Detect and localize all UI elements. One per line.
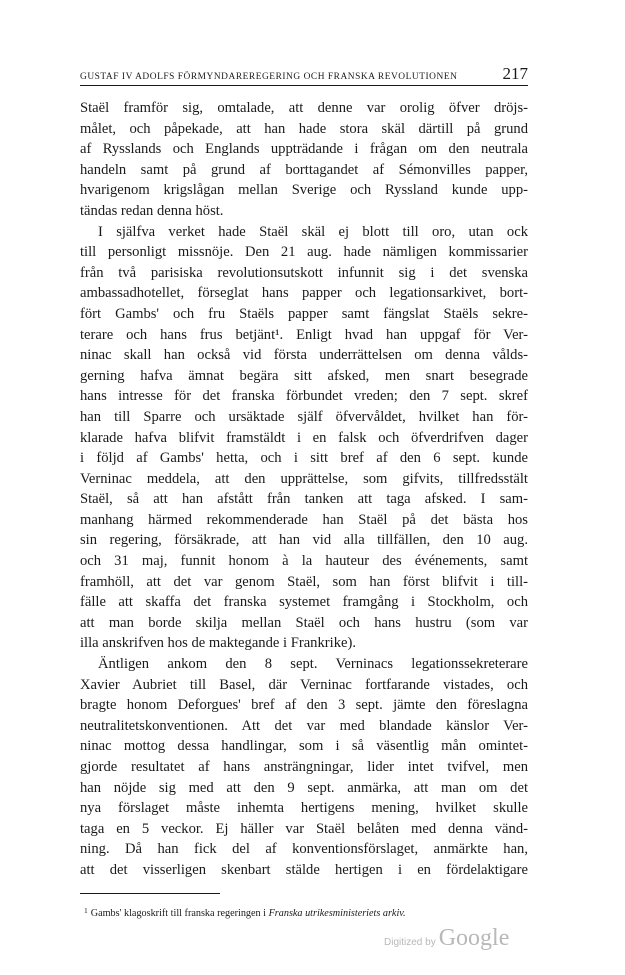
google-logo: Google [438, 925, 510, 951]
text-line: illa anskrifven hos de maktegande i Frankrike). [80, 635, 356, 652]
text-line: terare och hans frus betjänt¹. Enligt hvad han uppgaf för Ver- [80, 326, 528, 343]
text-line: Xavier Aubriet till Basel, där Verninac fortfarande vistades, och [80, 676, 528, 693]
text-line: manhang härmed rekommenderade han Staël på det bästa hos [80, 511, 528, 528]
text-line: målet, och påpekade, att han hade stora skäl därtill på grund [80, 120, 528, 137]
text-line: tändas redan denna höst. [80, 202, 224, 219]
text-line: ninac mottog dessa handlingar, som i så väsentlig mån omintet- [80, 738, 528, 755]
text-line: Staël, så att han afstått från tanken att taga afsked. I sam- [80, 491, 528, 508]
text-line: ning. Då han fick del af konventionsförslaget, anmärkte han, [80, 841, 528, 858]
text-line: hvarigenom krigslågan mellan Sverige och Ryssland kunde upp- [80, 182, 528, 199]
footnote-marker: 1 [84, 905, 88, 915]
watermark-prefix: Digitized by [384, 937, 436, 948]
text-line: klarade hafva blifvit framstäldt i en falsk och öfverdrifven dager [80, 429, 528, 446]
text-line: gjorde resultatet af hans ansträngningar, lider intet tvifvel, men [80, 759, 528, 775]
text-line: fört Gambs' och fru Staëls papper samt fängslat Staëls sekre- [80, 305, 528, 322]
footnote-text: Gambs' klagoskrift till franska regeringen i [90, 907, 267, 919]
text-line: af Rysslands och Englands uppträdande i frågan om den neutrala [80, 141, 528, 158]
text-line: han nöjde sig med att den 9 sept. anmärka, att man om det [80, 779, 528, 796]
text-line: neutralitetskonventionen. Att det var med blandade känslor Ver- [80, 717, 528, 734]
text-line: gerning hafva ämnat begära sitt afsked, men snart besegrade [80, 367, 528, 384]
text-line: sin regering, försäkrade, att han vid alla tillfällen, den 10 aug. [80, 532, 528, 549]
text-line: Äntligen ankom den 8 sept. Verninacs legationssekreterare [98, 656, 528, 673]
text-line: hans intresse för det franska förbundet vreden; den 7 sept. skref [80, 388, 528, 405]
text-line: ninac skall han också vid första underrättelsen om denna vålds- [80, 347, 528, 364]
text-line: att det visserligen skenbart stälde hertigen i en fördelaktigare [80, 861, 528, 878]
google-watermark [384, 925, 509, 952]
text-line: Staël framför sig, omtalade, att denne var orolig öfver dröjs- [80, 100, 528, 116]
text-line: i följd af Gambs' hetta, och i sitt bref af den 6 sept. kunde [80, 450, 528, 467]
text-line: ambassadhotellet, förseglat hans papper och legationsarkivet, bort- [80, 285, 528, 302]
text-line: handeln samt på grund af borttagandet af Sémonvilles papper, [80, 161, 528, 178]
text-line: att man borde skilja mellan Staël och hans hustru (som var [80, 614, 528, 631]
footnote-divider [80, 893, 220, 894]
text-line: I själfva verket hade Staël skäl ej blott till oro, utan ock [98, 223, 528, 240]
text-line: taga en 5 veckor. Ej häller var Staël belåten med denna vänd- [80, 820, 528, 837]
body-text [80, 98, 528, 881]
footnote [80, 904, 528, 921]
text-line: från två parisiska revolutionsutskott infunnit sig i det svenska [80, 264, 528, 281]
text-line: Verninac meddela, att den upprättelse, som gifvits, tillfredsstält [80, 470, 528, 487]
footnote-source: Franska utrikesministeriets arkiv. [268, 907, 406, 919]
text-line: bragte honom Deforgues' bref af den 3 sept. jämte den föreslagna [80, 697, 528, 714]
text-line: och 31 maj, funnit honom à la hauteur des événements, samt [80, 553, 528, 570]
text-line: han till Sparre och ursäktade själf öfvervåldet, hvilket han för- [80, 408, 528, 425]
book-page [80, 60, 528, 921]
text-line: fälle att skaffa det franska systemet framgång i Stockholm, och [80, 594, 528, 611]
text-line: till personligt missnöje. Den 21 aug. hade nämligen kommissarier [80, 244, 528, 261]
running-title: GUSTAF IV ADOLFS FÖRMYNDAREREGERING OCH FRANSKA REVOLUTIONEN [80, 72, 458, 82]
text-line: nya förslaget måste inhemta hertigens mening, hvilket skulle [80, 800, 528, 817]
page-number: 217 [502, 64, 528, 83]
running-header [80, 60, 528, 86]
text-line: framhöll, att det var genom Staël, som han först blifvit i till- [80, 573, 528, 590]
